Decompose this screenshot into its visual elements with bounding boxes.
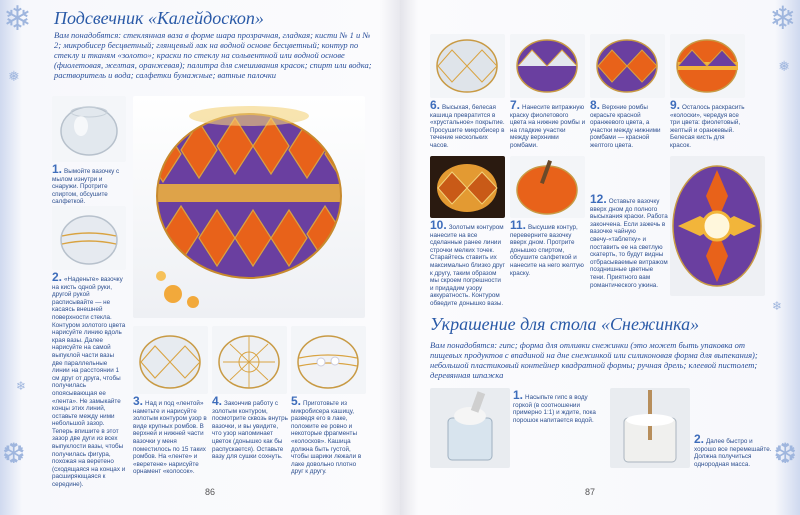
page-number: 86 [205,487,216,497]
step-text: 1. Вымойте вазочку с мылом изнутри и снаружи. Протрите спиртом, обсушите салфеткой. [52,162,120,206]
step-photo [133,326,208,394]
step-photo [430,156,505,218]
step-text: 2. «Наденьте» вазочку на кисть одной руки, другой рукой расписывайте — не касаясь внешней поверхности стекла. Контуром золотого цвета нарисуйте линию вдоль края вазы. Далее нарисуйте на самой выпуклой части вазы две параллельные линии на расстоянии 1 см друг от друга, чтобы получилась опоясывающая ее «лента». Не замыкайте концы этих линий, оставьте между ними небольшой зазор. Теперь впишите в этот зазор две дуги из всех выпуклости вазы, чтобы получилась фигура, похожая на веретено (сходящаяся на концах и расширяющаяся к середине). [52,270,126,489]
page-title: Подсвечник «Калейдоскоп» [54,8,264,28]
step-photo [52,96,126,162]
page-number: 87 [585,487,596,497]
step-photo [590,34,665,98]
step-text: 1. Насыпьте гипс в воду горкой (в соотношении примерно 1:1) и ждите, пока порошок напитается водой. [513,388,596,424]
step-photo [670,34,745,98]
step-text: 5. Приготовьте из микробисера кашицу, разведя его в лаке, положите ее ровно и некоторые фрагменты «колосков». Кашица должна быть густой, чтобы шарики лежали в лаке довольно плотно друг к другу. [291,394,362,476]
step-photo [430,388,510,468]
materials-text: Вам понадобятся: гипс; форма для отливки снежинки (это может быть упаковка от пищевых продуктов с впадиной на дне снежинкой или силиконовая форма для выпекания); небольшой пластиковый контейнер квадратной формы; ручная дрель; клеевой пистолет; деревянная шпажка [430,340,758,380]
finished-candle-photo [670,156,765,296]
snowflake-icon: ❄ [3,0,32,39]
step-text: 11. Высушив контур, переверните вазочку вверх дном. Протрите донышко спиртом, обсушите салфеткой и нанесите на него желтую краску. [510,218,584,277]
snowflake-icon: ❅ [778,59,790,75]
snowflake-icon: ❄ [16,379,27,393]
snowflake-icon: ❆ [2,437,26,470]
step-photo [52,206,126,270]
hero-photo [133,96,365,318]
step-text: 8. Верхние ромбы окрасьте красной оранжевого цвета, а участки между нижними ромбами — красной желтого цвета. [590,98,661,149]
step-photo [510,156,585,218]
snowflake-icon: ❅ [8,69,20,85]
step-photo [430,34,505,98]
step-photo [291,326,366,394]
step-text: 2. Далее быстро и хорошо все перемешайте. Должна получиться однородная масса. [694,432,772,468]
step-text: 3. Над и под «лентой» наметьте и нарисуйте золотым контуром узор в виде крупных ромбов. В верхней и нижней части вазочки у меня поместилось по 15 таких ромбов. На «ленте» и «веретене» нарисуйте орнамент «колосок». [133,394,207,476]
step-text: 7. Нанесите витражную краску фиолетового цвета на нижние ромбы и на гладкие участки между верхними ромбами. [510,98,586,149]
step-text: 6. Высыхая, белесая кашица превратится в «хрустальное» покрытие. Просушите микробисер в течение нескольких часов. [430,98,505,149]
snowflake-icon: ❄ [771,299,782,313]
step-photo [610,388,690,468]
materials-text: Вам понадобятся: стеклянная ваза в форме шара прозрачная, гладкая; кисти № 1 и № 2; микробисер бесцветный; глянцевый лак на водной основе бесцветный; контур по стеклу и тканям «золото»; краски по стеклу на сольвентной или водной основе (фиолетовая, желтая, оранжевая); палитра для смешивания красок; спирт или водка; растворитель и вода; салфетки бумажные; ватные палочки [54,30,372,80]
step-text: 9. Осталось раскрасить «колоски», чередуя все три цвета: фиолетовый, желтый и оранжевый. Белесая кисть для красок. [670,98,745,149]
step-text: 10. Золотым контуром нанесите на все сделанные ранее линии строчки мелких точек. Старайтесь ставить их максимально близко друг к другу, таким образом мы скроем погрешности и придадим узору аккуратность. Контуром обведите донышко вазы. [430,218,505,307]
snowflake-icon: ❄ [769,0,796,37]
step-photo [510,34,585,98]
step-text: 4. Закончив работу с золотым контуром, посмотрите сквозь внутрь вазочки, и вы увидите, что узор напоминает цветок (донышко как бы распускается). Оставьте вазу для сушки сохнуть. [212,394,288,461]
right-page [400,0,800,515]
snowflake-icon: ❆ [773,437,797,470]
step-photo [212,326,287,394]
section-title: Украшение для стола «Снежинка» [430,314,700,334]
step-text: 12. Оставьте вазочку вверх дном до полного высыхания краски. Работа закончена. Если зажечь в вазочке чайную свечу-«таблетку» и поставить ее на светлую скатерть, то будут видны отбрасываемые витражом позднишные цветные тени. Приятного вам романтического ужина. [590,192,668,289]
